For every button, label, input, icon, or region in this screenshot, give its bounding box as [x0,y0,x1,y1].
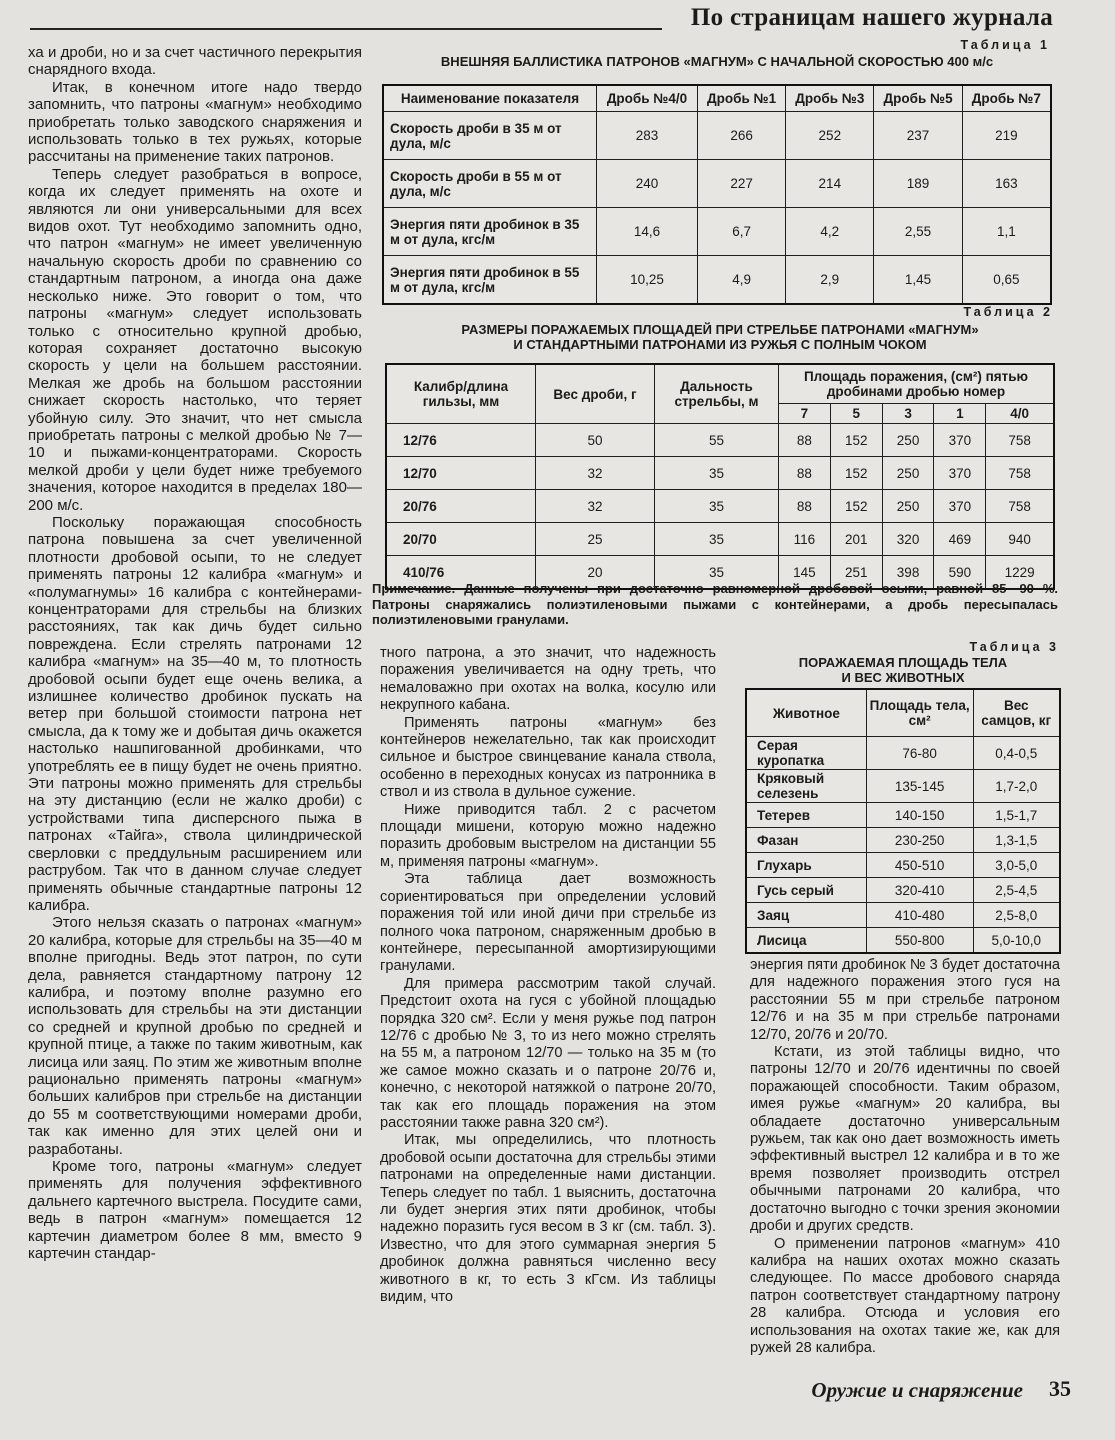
table3-row-label: Лисица [746,928,866,954]
table2-cell: 320 [882,523,934,556]
table1-caption: Таблица 1 [960,38,1050,52]
paragraph: Поскольку поражающая способность патрона повышена за счет увеличенной плотности дробовой осыпи, то не следует применять патроны 12 калибра «магнум» и «полумагнумы» 16 калибра с контейнерами-концентраторами для стрельбы на близких расстояниях, так как дичь будет сильно повреждена. Если стрелять патронами 12 калибра «магнум» на 35—40 м, то плотность дробовой осыпи будет еще очень велика, а излишнее количество дробинок пускать на ветер при большой стоимости патрона нет смысла, да к тому же и добытая дичь окажется настолько нашпигованной дробинками, что употреблять ее в пищу будет не очень приятно. Эти патроны можно применять для стрельбы на эту дистанцию (если не жалко дроби) с устройствами типа дисперсного пыжа в патронах «Тайга», ствола цилиндрической сверловки с преддульным расширением или раструбом. Так что в данном случае следует применять обычные стандартные патроны 12 калибра. [28,513,362,914]
table2-cell: 250 [882,457,934,490]
table3-title-line2: И ВЕС ЖИВОТНЫХ [841,670,965,685]
paragraph: ха и дроби, но и за счет частичного перекрытия снарядного входа. [28,44,362,79]
table3-row-label: Кряковый селезень [746,770,866,803]
table3-cell: 76-80 [866,737,973,770]
table2-row [386,490,1054,523]
table2-title-line2: И СТАНДАРТНЫМИ ПАТРОНАМИ ИЗ РУЖЬЯ С ПОЛНЫМ ЧОКОМ [513,337,927,352]
table2-title [385,322,1055,352]
table3-cell: 0,4-0,5 [973,737,1060,770]
table2-cell: 20 [536,556,655,590]
table2-cell: 370 [934,424,986,457]
table3-caption: Таблица 3 [969,640,1059,654]
table1-cell: 14,6 [597,208,698,256]
table3-header-cell: Животное [746,689,866,737]
table3-header-cell: Вес самцов, кг [973,689,1060,737]
table1-title: ВНЕШНЯЯ БАЛЛИСТИКА ПАТРОНОВ «МАГНУМ» С НАЧАЛЬНОЙ СКОРОСТЬЮ 400 м/с [440,54,994,69]
table2-row-label: 12/76 [386,424,536,457]
table2-row [386,457,1054,490]
table1-row-label: Скорость дроби в 35 м от дула, м/с [383,112,597,160]
table3-row [746,903,1060,928]
paragraph: Эта таблица дает возможность сориентироваться при определении условий поражения той или иной дичи при стрельбе из полного чока патроном, снаряженным дробью в контейнере, пересыпанной амортизирующими гранулами. [380,871,716,975]
table2-row-label: 410/76 [386,556,536,590]
table1-row-label: Энергия пяти дробинок в 55 м от дула, кгс/м [383,256,597,305]
table3-cell: 550-800 [866,928,973,954]
table2-header-weight: Вес дроби, г [536,364,655,424]
table3-cell: 2,5-8,0 [973,903,1060,928]
table3-cell: 140-150 [866,803,973,828]
footer-journal-name: Оружие и снаряжение [811,1378,1023,1402]
table3-row-label: Фазан [746,828,866,853]
table2-shot-number: 7 [779,404,831,424]
table1-cell: 240 [597,160,698,208]
table1-header-cell: Дробь №5 [874,85,962,112]
table3-cell: 1,3-1,5 [973,828,1060,853]
paragraph: Ниже приводится табл. 2 с расчетом площади мишени, которую можно надежно поразить дробовым выстрелом на дистанции 55 м, применяя патроны «магнум». [380,801,716,870]
table2-cell: 35 [655,523,779,556]
table1-cell: 2,9 [786,256,874,305]
table1-row [383,112,1051,160]
article-column-right [750,957,1060,1357]
table3-cell: 3,0-5,0 [973,853,1060,878]
table2-cell: 152 [830,457,882,490]
table2-cell: 250 [882,424,934,457]
table2-header-caliber: Калибр/длина гильзы, мм [386,364,536,424]
table3-cell: 230-250 [866,828,973,853]
table1-cell: 10,25 [597,256,698,305]
table1-cell: 0,65 [962,256,1051,305]
table3-cell: 2,5-4,5 [973,878,1060,903]
table3-cell: 1,7-2,0 [973,770,1060,803]
table2-cell: 35 [655,556,779,590]
paragraph: Теперь следует разобраться в вопросе, когда их следует применять на охоте и являются ли они универсальными для всех видов охот. Тут необходимо запомнить одно, что патрон «магнум» не имеет увеличенную начальную скорость дроби по сравнению со стандартным патроном, а иногда она даже несколько ниже. Это говорит о том, что патроны «магнум» следует использовать только с относительно крупной дробью, которая сохраняет достаточно высокую скорость у цели на большем расстоянии. Мелкая же дробь на большом расстоянии снижает скорость настолько, что теряет убойную силу. Это значит, что нет смысла приобретать патроны с мелкой дробью № 7—10 и пыжами-концентраторами. Скорость мелкой дроби у цели будет ниже требуемого значения, которое находится в пределах 180—200 м/с. [28,165,362,514]
paragraph: Для примера рассмотрим такой случай. Предстоит охота на гуся с убойной площадью порядка 320 см². Если у меня ружье под патрон 12/76 с дробью № 3, то из него можно стрелять на 55 м, а патроном 12/70 — только на 35 м (то же самое можно сказать и о патроне 20/76 и, конечно, с некоторой натяжкой о патроне 20/70, так как его площадь поражения на этом расстоянии также равна 320 см²). [380,975,716,1131]
table2-shot-number: 4/0 [986,404,1054,424]
table2-cell: 55 [655,424,779,457]
table1-cell: 252 [786,112,874,160]
table1-row [383,208,1051,256]
table1-cell: 214 [786,160,874,208]
table1-header-cell: Наименование показателя [383,85,597,112]
table2-cell: 758 [986,490,1054,523]
paragraph: Этого нельзя сказать о патронах «магнум» 20 калибра, которые для стрельбы на 35—40 м вполне пригодны. Ведь этот патрон, по сути дела, равняется стандартному патрону 12 калибра, и поэтому вполне разумно его использовать для стрельбы на эти дистанции со средней и крупной дробью по средней и крупной птице, а также по таким животным, как лисица или заяц. По этим же животным вполне рационально применять патроны «магнум» больших калибров при стрельбе на дистанции до 55 м соответствующими номерами дроби, так как именно для этих целей они и разработаны. [28,914,362,1158]
paragraph: тного патрона, а это значит, что надежность поражения увеличивается на одну треть, что немаловажно при охотах на волка, косулю или некрупного кабана. [380,645,716,714]
table3-row-label: Тетерев [746,803,866,828]
table2-cell: 35 [655,490,779,523]
table2-cell: 469 [934,523,986,556]
table2-note: Примечание. Данные получены при достаточно равномерной дробовой осыпи, равной 85—90 %. Патроны снаряжались полиэтиленовыми пыжами с контейнерами, а дробь пересыпалась полиэтиленовыми гранулами. [372,581,1058,627]
table2-row-label: 12/70 [386,457,536,490]
table2-shot-number: 1 [934,404,986,424]
table3-header-cell: Площадь тела, см² [866,689,973,737]
table1-header-cell: Дробь №3 [786,85,874,112]
page-number: 35 [1049,1376,1071,1401]
table1-header-cell: Дробь №4/0 [597,85,698,112]
table1-row [383,256,1051,305]
table2-row-label: 20/70 [386,523,536,556]
table2-row [386,424,1054,457]
table2-cell: 50 [536,424,655,457]
table3-row [746,878,1060,903]
table2-cell: 88 [779,424,831,457]
table2-row-label: 20/76 [386,490,536,523]
table2-title-line1: РАЗМЕРЫ ПОРАЖАЕМЫХ ПЛОЩАДЕЙ ПРИ СТРЕЛЬБЕ ПАТРОНАМИ «МАГНУМ» [461,322,979,337]
article-column-left [28,44,362,1262]
table1-cell: 219 [962,112,1051,160]
table3-row [746,828,1060,853]
table2-cell: 251 [830,556,882,590]
table1-cell: 266 [697,112,785,160]
table3-animals [745,688,1061,954]
table2-cell: 88 [779,490,831,523]
header-rule [30,28,662,30]
table1-row [383,160,1051,208]
table3-cell: 5,0-10,0 [973,928,1060,954]
table1-cell: 1,1 [962,208,1051,256]
table1-header-row [383,85,1051,112]
table3-cell: 1,5-1,7 [973,803,1060,828]
table3-row-label: Серая куропатка [746,737,866,770]
table2-row [386,523,1054,556]
table1-cell: 237 [874,112,962,160]
paragraph: Итак, в конечном итоге надо твердо запомнить, что патроны «магнум» необходимо приобретать только заводского снаряжения и использовать только в тех ружьях, которые рассчитаны на применение таких патронов. [28,78,362,166]
table2-cell: 32 [536,457,655,490]
table3-row-label: Глухарь [746,853,866,878]
table3-row [746,803,1060,828]
table1-row-label: Энергия пяти дробинок в 35 м от дула, кгс/м [383,208,597,256]
table2-cell: 758 [986,457,1054,490]
table3-row [746,928,1060,954]
paragraph: Применять патроны «магнум» без контейнеров нежелательно, так как происходит сильное и быстрое свинцевание канала ствола, особенно в переходных конусах из патронника в ствол и из ствола в дульное сужение. [380,714,716,801]
article-column-middle [380,645,716,1306]
paragraph: Кроме того, патроны «магнум» следует применять для получения эффективного дальнего картечного выстрела. Посудите сами, ведь в патрон «магнум» помещается 12 картечин диаметром более 8 мм, вместо 9 картечин стандар- [28,1158,362,1263]
table1-cell: 227 [697,160,785,208]
table3-header-row [746,689,1060,737]
table2-cell: 88 [779,457,831,490]
table1-cell: 6,7 [697,208,785,256]
table2-cell: 758 [986,424,1054,457]
table2-cell: 32 [536,490,655,523]
table1-cell: 4,2 [786,208,874,256]
table2-shot-number: 5 [830,404,882,424]
table3-title [745,655,1061,685]
table3-title-line1: ПОРАЖАЕМАЯ ПЛОЩАДЬ ТЕЛА [798,655,1008,670]
table3-row-label: Заяц [746,903,866,928]
paragraph: О применении патронов «магнум» 410 калибра на наших охотах можно сказать следующее. По массе дробового снаряда патрон соответствует стандартному патрону 28 калибра. Отсюда и условия его использования на охотах такие же, как для ружей 28 калибра. [750,1235,1060,1356]
section-title: По страницам нашего журнала [690,4,1053,31]
paragraph: Итак, мы определились, что плотность дробовой осыпи достаточна для стрельбы этими патронами на определенные нами дистанции. Теперь следует по табл. 1 выяснить, достаточна ли будет энергия этих пяти дробинок, чтобы надежно поразить гуся весом в 3 кг (см. табл. 3). Известно, что для этого суммарная энергия 5 дробинок должна равняться численно весу животного в кг, то есть 3 кГсм. Из таблицы видим, что [380,1132,716,1306]
table2-cell: 152 [830,490,882,523]
table2-cell: 590 [934,556,986,590]
table2-cell: 250 [882,490,934,523]
table3-cell: 135-145 [866,770,973,803]
table2-cell: 116 [779,523,831,556]
table2-cell: 152 [830,424,882,457]
table1-ballistics [382,84,1052,305]
table2-cell: 35 [655,457,779,490]
table1-cell: 1,45 [874,256,962,305]
table3-cell: 320-410 [866,878,973,903]
table1-cell: 189 [874,160,962,208]
table2-cell: 370 [934,457,986,490]
table2-hit-areas [385,363,1055,590]
table2-cell: 398 [882,556,934,590]
table2-cell: 145 [779,556,831,590]
table3-row [746,737,1060,770]
table1-header-cell: Дробь №1 [697,85,785,112]
table3-cell: 410-480 [866,903,973,928]
table1-header-cell: Дробь №7 [962,85,1051,112]
table2-cell: 25 [536,523,655,556]
table1-row-label: Скорость дроби в 55 м от дула, м/с [383,160,597,208]
paragraph: Кстати, из этой таблицы видно, что патроны 12/70 и 20/76 идентичны по своей поражающей способности. Таким образом, имея ружье «магнум» 20 калибра, вы обладаете достаточно универсальным ружьем, так как оно дает возможность иметь эффективный выстрел 12 калибра и в то же время позволяет производить отстрел обычными патронами 20 калибра, что достаточно выгодно с точки зрения экономии дроби и других средств. [750,1044,1060,1235]
table1-cell: 4,9 [697,256,785,305]
table3-row [746,853,1060,878]
table2-header-area: Площадь поражения, (см²) пятью дробинами дробью номер [779,364,1055,404]
table2-cell: 1229 [986,556,1054,590]
table2-cell: 201 [830,523,882,556]
table2-header-range: Дальность стрельбы, м [655,364,779,424]
table1-cell: 163 [962,160,1051,208]
table3-row [746,770,1060,803]
table1-cell: 2,55 [874,208,962,256]
table2-cell: 370 [934,490,986,523]
table2-caption: Таблица 2 [963,305,1053,319]
table2-cell: 940 [986,523,1054,556]
table2-shot-number: 3 [882,404,934,424]
paragraph: энергия пяти дробинок № 3 будет достаточна для надежного поражения этого гуся на расстоянии 55 м при стрельбе патроном 12/76 и на 35 м при стрельбе патронами 12/70, 20/76 и 20/70. [750,957,1060,1043]
table1-cell: 283 [597,112,698,160]
table3-row-label: Гусь серый [746,878,866,903]
table3-cell: 450-510 [866,853,973,878]
